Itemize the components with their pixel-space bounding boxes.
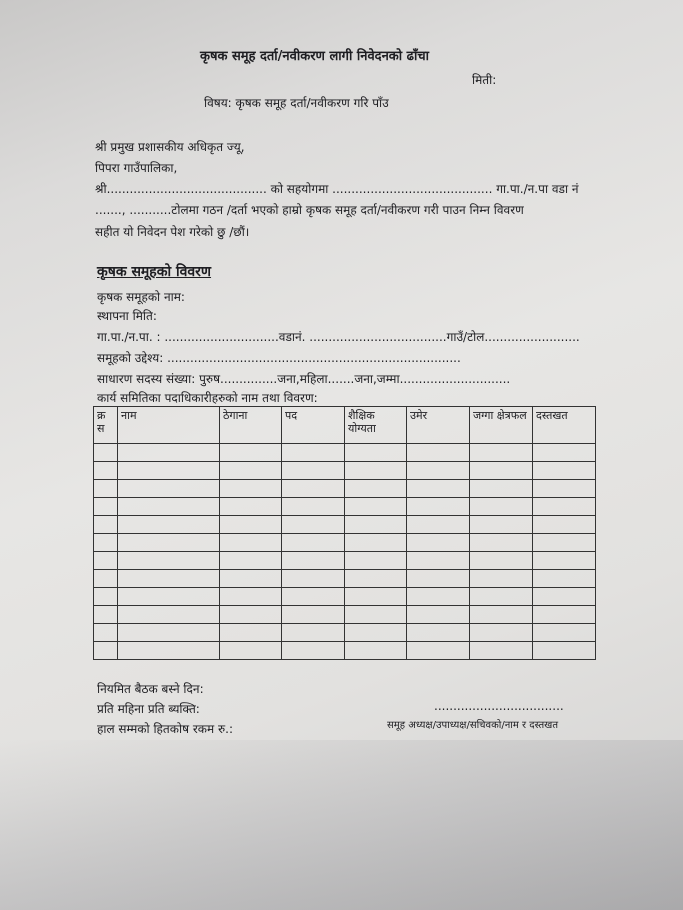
table-cell: [94, 444, 118, 462]
table-cell: [533, 552, 596, 570]
table-cell: [407, 624, 470, 642]
table-cell: [407, 570, 470, 588]
table-cell: [407, 516, 470, 534]
table-cell: [94, 624, 118, 642]
table-row: [94, 624, 596, 642]
committee-table: [93, 406, 596, 660]
table-cell: [533, 516, 596, 534]
table-cell: [94, 570, 118, 588]
table-cell: [282, 480, 345, 498]
header-address: ठेगाना: [220, 407, 282, 444]
table-cell: [220, 498, 282, 516]
table-cell: [118, 552, 220, 570]
table-cell: [118, 462, 220, 480]
table-cell: [282, 552, 345, 570]
table-cell: [345, 498, 407, 516]
table-cell: [282, 498, 345, 516]
table-cell: [282, 462, 345, 480]
table-cell: [345, 444, 407, 462]
table-header-row: [94, 407, 596, 444]
table-cell: [345, 606, 407, 624]
table-cell: [220, 570, 282, 588]
table-cell: [282, 444, 345, 462]
table-cell: [407, 534, 470, 552]
table-cell: [407, 642, 470, 660]
table-cell: [94, 534, 118, 552]
table-cell: [345, 516, 407, 534]
table-cell: [470, 462, 533, 480]
table-cell: [470, 552, 533, 570]
table-cell: [533, 534, 596, 552]
body-line-3: सहीत यो निवेदन पेश गरेको छु /छौं।: [95, 225, 250, 239]
table-cell: [220, 642, 282, 660]
form-title: कृषक समूह दर्ता/नवीकरण लागी निवेदनको ढाँचा: [200, 49, 429, 64]
table-cell: [94, 642, 118, 660]
table-row: [94, 498, 596, 516]
table-cell: [407, 606, 470, 624]
meeting-day-label: नियमित बैठक बस्ने दिन:: [97, 682, 204, 696]
table-cell: [470, 606, 533, 624]
table-cell: [94, 606, 118, 624]
table-cell: [533, 588, 596, 606]
header-serial: क्र स: [94, 407, 118, 444]
table-row: [94, 480, 596, 498]
table-cell: [94, 516, 118, 534]
table-cell: [282, 606, 345, 624]
table-cell: [282, 642, 345, 660]
table-cell: [470, 534, 533, 552]
welfare-fund-label: हाल सम्मको हितकोष रकम रु.:: [97, 722, 233, 736]
table-cell: [118, 516, 220, 534]
table-cell: [533, 570, 596, 588]
table-cell: [220, 534, 282, 552]
table-cell: [470, 588, 533, 606]
table-cell: [470, 570, 533, 588]
table-cell: [118, 534, 220, 552]
table-row: [94, 516, 596, 534]
table-cell: [118, 480, 220, 498]
table-cell: [345, 552, 407, 570]
table-cell: [282, 588, 345, 606]
header-education: शैक्षिक योग्यता: [345, 407, 407, 444]
table-cell: [118, 606, 220, 624]
table-cell: [470, 480, 533, 498]
table-cell: [94, 480, 118, 498]
body-line-2: ......., ...........टोलमा गठन /दर्ता भएको हाम्रो कृषक समूह दर्ता/नवीकरण गरी पाउन निम्न विवरण: [95, 203, 524, 217]
table-cell: [94, 552, 118, 570]
table-cell: [345, 624, 407, 642]
addressee-office: पिपरा गाउँपालिका,: [95, 161, 178, 175]
header-signature: दस्तखत: [533, 407, 596, 444]
table-cell: [94, 498, 118, 516]
table-cell: [407, 480, 470, 498]
table-cell: [470, 498, 533, 516]
table-cell: [345, 462, 407, 480]
table-cell: [407, 552, 470, 570]
table-cell: [118, 498, 220, 516]
table-cell: [470, 642, 533, 660]
table-cell: [407, 498, 470, 516]
section-heading: कृषक समूहको विवरण: [97, 264, 212, 280]
header-name: नाम: [118, 407, 220, 444]
table-cell: [94, 462, 118, 480]
subject-line: विषय: कृषक समूह दर्ता/नवीकरण गरि पाँउ: [204, 96, 389, 110]
table-cell: [470, 444, 533, 462]
table-cell: [345, 588, 407, 606]
signature-caption: समूह अध्यक्ष/उपाध्यक्ष/सचिवको/नाम र दस्तखत: [387, 720, 559, 731]
table-row: [94, 444, 596, 462]
header-age: उमेर: [407, 407, 470, 444]
table-cell: [533, 642, 596, 660]
table-cell: [220, 516, 282, 534]
table-cell: [345, 534, 407, 552]
group-name-label: कृषक समूहको नाम:: [97, 290, 185, 304]
table-cell: [282, 534, 345, 552]
table-cell: [220, 462, 282, 480]
table-cell: [407, 588, 470, 606]
table-cell: [533, 624, 596, 642]
table-cell: [470, 624, 533, 642]
table-cell: [118, 624, 220, 642]
header-position: पद: [282, 407, 345, 444]
members-line: साधारण सदस्य संख्या: पुरुष...............जना,महिला.......जना,जम्मा.............................: [97, 372, 511, 386]
table-cell: [345, 570, 407, 588]
table-row: [94, 642, 596, 660]
table-cell: [345, 642, 407, 660]
monthly-contribution-label: प्रति महिना प्रति ब्यक्ति:: [97, 702, 200, 716]
table-cell: [407, 462, 470, 480]
table-cell: [282, 570, 345, 588]
table-row: [94, 606, 596, 624]
table-cell: [533, 462, 596, 480]
date-label: मिती:: [472, 73, 497, 87]
table-cell: [533, 444, 596, 462]
table-cell: [533, 480, 596, 498]
table-cell: [220, 624, 282, 642]
table-cell: [220, 588, 282, 606]
table-cell: [220, 606, 282, 624]
established-date-label: स्थापना मिति:: [97, 309, 157, 323]
table-cell: [94, 588, 118, 606]
table-row: [94, 552, 596, 570]
table-row: [94, 462, 596, 480]
table-row: [94, 588, 596, 606]
table-cell: [533, 498, 596, 516]
table-row: [94, 570, 596, 588]
committee-caption: कार्य समितिका पदाधिकारीहरुको नाम तथा विवरण:: [97, 391, 318, 405]
page-shadow: [0, 740, 683, 910]
table-cell: [533, 606, 596, 624]
addressee-title: श्री प्रमुख प्रशासकीय अधिकृत ज्यू,: [95, 140, 245, 154]
table-cell: [220, 444, 282, 462]
table-cell: [282, 516, 345, 534]
table-cell: [282, 624, 345, 642]
table-cell: [118, 444, 220, 462]
table-cell: [407, 444, 470, 462]
objective-line: समूहको उद्देश्य: .............................................................................: [97, 351, 461, 365]
body-line-1: श्री.......................................... को सहयोगमा .......................................... गा.पा./न.पा वडा नं: [95, 182, 579, 196]
table-cell: [345, 480, 407, 498]
table-cell: [118, 642, 220, 660]
location-line: गा.पा./न.पा. : ..............................वडानं. ....................................गाउँ/टोल.........................: [97, 330, 580, 344]
table-cell: [220, 480, 282, 498]
signature-line: ..................................: [434, 699, 564, 713]
table-cell: [118, 570, 220, 588]
table-cell: [220, 552, 282, 570]
table-cell: [470, 516, 533, 534]
header-land-area: जग्गा क्षेत्रफल: [470, 407, 533, 444]
table-row: [94, 534, 596, 552]
table-cell: [118, 588, 220, 606]
